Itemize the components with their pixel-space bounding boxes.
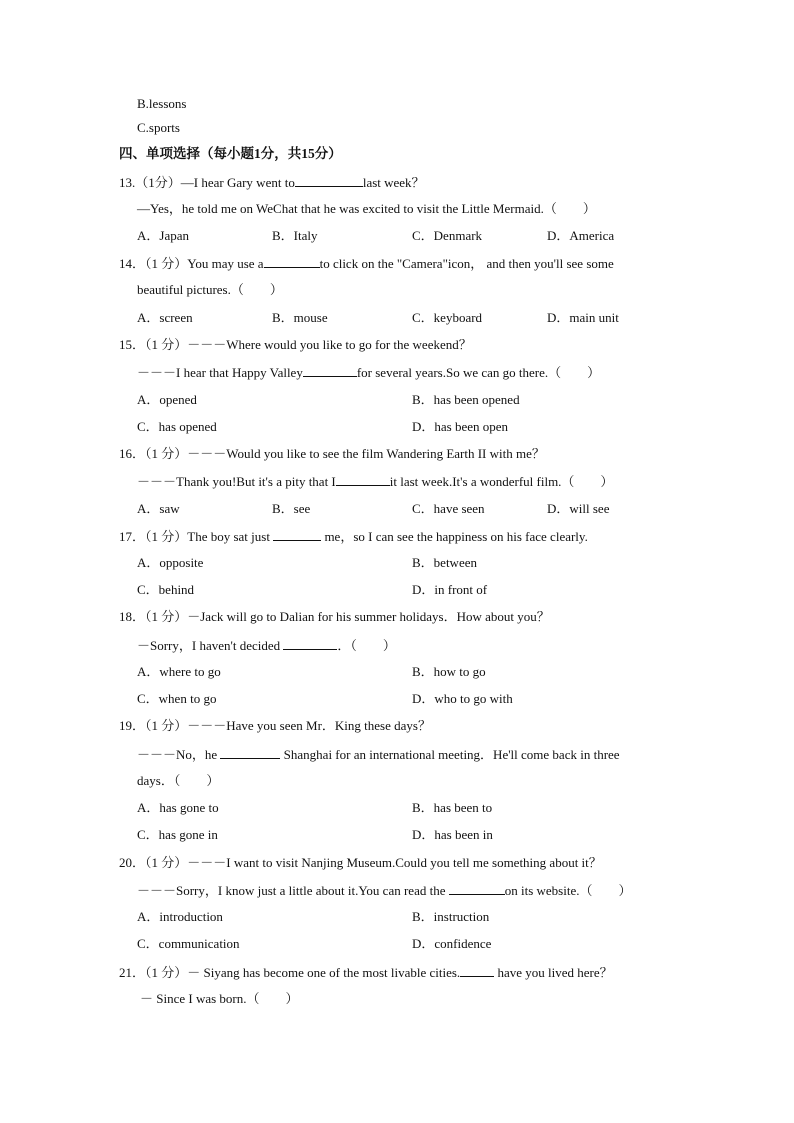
answer-blank bbox=[303, 364, 357, 377]
question-21-stem bbox=[119, 964, 613, 981]
option-d: D．who to go with bbox=[412, 691, 513, 706]
answer-blank bbox=[283, 637, 337, 650]
option-a: A．has gone to bbox=[137, 800, 219, 815]
q21-stem-before: 21．（1 分）－ Siyang has become one of the most livable cities. bbox=[119, 965, 461, 980]
answer-blank bbox=[336, 473, 390, 486]
option-b: B．how to go bbox=[412, 664, 486, 679]
option-a: A．screen bbox=[137, 310, 193, 325]
q15-reply-before: －－－I hear that Happy Valley bbox=[137, 365, 303, 380]
question-18-stem: 18．（1 分）－Jack will go to Dalian for his summer holidays．How about you？ bbox=[119, 609, 550, 624]
option-a: A．Japan bbox=[137, 228, 189, 243]
option-d: D．will see bbox=[547, 501, 610, 516]
option-b: B．between bbox=[412, 555, 477, 570]
option-a: A．where to go bbox=[137, 664, 221, 679]
option-c: C．behind bbox=[137, 582, 195, 597]
option-a: A．introduction bbox=[137, 909, 223, 924]
option-d: D．has been open bbox=[412, 419, 509, 434]
option-b: B．instruction bbox=[412, 909, 490, 924]
option-c: C．communication bbox=[137, 936, 240, 951]
question-21-reply: － Since I was born.（ ） bbox=[140, 991, 299, 1006]
q17-stem-after: me，so I can see the happiness on his face clearly. bbox=[324, 529, 588, 544]
question-14-stem bbox=[119, 255, 614, 272]
option-d: D．main unit bbox=[547, 310, 619, 325]
question-17-stem bbox=[119, 528, 588, 545]
question-14-stem-continued: beautiful pictures.（ ） bbox=[137, 282, 283, 297]
option-c: C．keyboard bbox=[412, 310, 483, 325]
option-c: C．have seen bbox=[412, 501, 485, 516]
option-d: D．in front of bbox=[412, 582, 488, 597]
q20-reply-before: －－－Sorry，I know just a little about it.You can read the bbox=[137, 883, 446, 898]
option-b: B．has been opened bbox=[412, 392, 520, 407]
option-b: B．Italy bbox=[272, 228, 318, 243]
q16-reply-before: －－－Thank you!But it's a pity that I bbox=[137, 474, 336, 489]
option-a: A．opposite bbox=[137, 555, 204, 570]
q17-stem-before: 17．（1 分）The boy sat just bbox=[119, 529, 270, 544]
answer-blank bbox=[449, 882, 505, 895]
q13-stem-after: last week？ bbox=[362, 175, 425, 190]
question-16-reply bbox=[137, 473, 613, 490]
question-15-reply bbox=[137, 364, 600, 381]
option-c: C．when to go bbox=[137, 691, 217, 706]
question-20-stem: 20．（1 分）－－－I want to visit Nanjing Museum.Could you tell me something about it？ bbox=[119, 855, 602, 870]
option-a: A．saw bbox=[137, 501, 180, 516]
answer-blank bbox=[220, 746, 280, 759]
answer-blank bbox=[273, 528, 321, 541]
question-19-reply-continued: days．（ ） bbox=[137, 773, 220, 788]
answer-blank bbox=[460, 964, 494, 977]
option-d: D．America bbox=[547, 228, 615, 243]
answer-blank bbox=[264, 255, 320, 268]
q13-stem-before: 13.（1分）—I hear Gary went to bbox=[119, 175, 295, 190]
question-15-stem: 15．（1 分）－－－Where would you like to go for the weekend？ bbox=[119, 337, 472, 352]
q19-reply-after: Shanghai for an international meeting．He'll come back in three bbox=[283, 747, 620, 762]
option-b: B．see bbox=[272, 501, 311, 516]
q16-reply-after: it last week.It's a wonderful film.（ ） bbox=[389, 474, 614, 489]
question-13-reply: —Yes，he told me on WeChat that he was excited to visit the Little Mermaid.（ ） bbox=[137, 201, 596, 216]
q18-reply-before: －Sorry，I haven't decided bbox=[137, 638, 281, 653]
answer-blank bbox=[295, 174, 363, 187]
option-b: B．has been to bbox=[412, 800, 493, 815]
section-heading: 四、单项选择（每小题1分，共15分） bbox=[119, 146, 342, 161]
option-b-lessons: B.lessons bbox=[137, 96, 187, 111]
option-c: C．has gone in bbox=[137, 827, 218, 842]
q14-stem-before: 14．（1 分）You may use a bbox=[119, 256, 264, 271]
question-19-stem: 19．（1 分）－－－Have you seen Mr．King these days？ bbox=[119, 718, 431, 733]
option-c: C．has opened bbox=[137, 419, 217, 434]
option-d: D．has been in bbox=[412, 827, 493, 842]
option-a: A．opened bbox=[137, 392, 197, 407]
question-13-stem bbox=[119, 174, 425, 191]
q19-reply-before: －－－No，he bbox=[137, 747, 218, 762]
question-20-reply bbox=[137, 882, 631, 899]
option-c: C．Denmark bbox=[412, 228, 483, 243]
q20-reply-after: on its website.（ ） bbox=[504, 883, 632, 898]
option-d: D．confidence bbox=[412, 936, 492, 951]
q21-stem-after: have you lived here？ bbox=[497, 965, 613, 980]
question-16-stem: 16．（1 分）－－－Would you like to see the film Wandering Earth II with me？ bbox=[119, 446, 545, 461]
option-b: B．mouse bbox=[272, 310, 328, 325]
q14-stem-after: to click on the "Camera"icon， and then you'll see some bbox=[319, 256, 614, 271]
q15-reply-after: for several years.So we can go there.（ ） bbox=[356, 365, 601, 380]
question-19-reply bbox=[137, 746, 620, 763]
option-c-sports: C.sports bbox=[137, 120, 180, 135]
q18-reply-after: ．（ ） bbox=[337, 638, 396, 653]
question-18-reply bbox=[137, 637, 396, 654]
